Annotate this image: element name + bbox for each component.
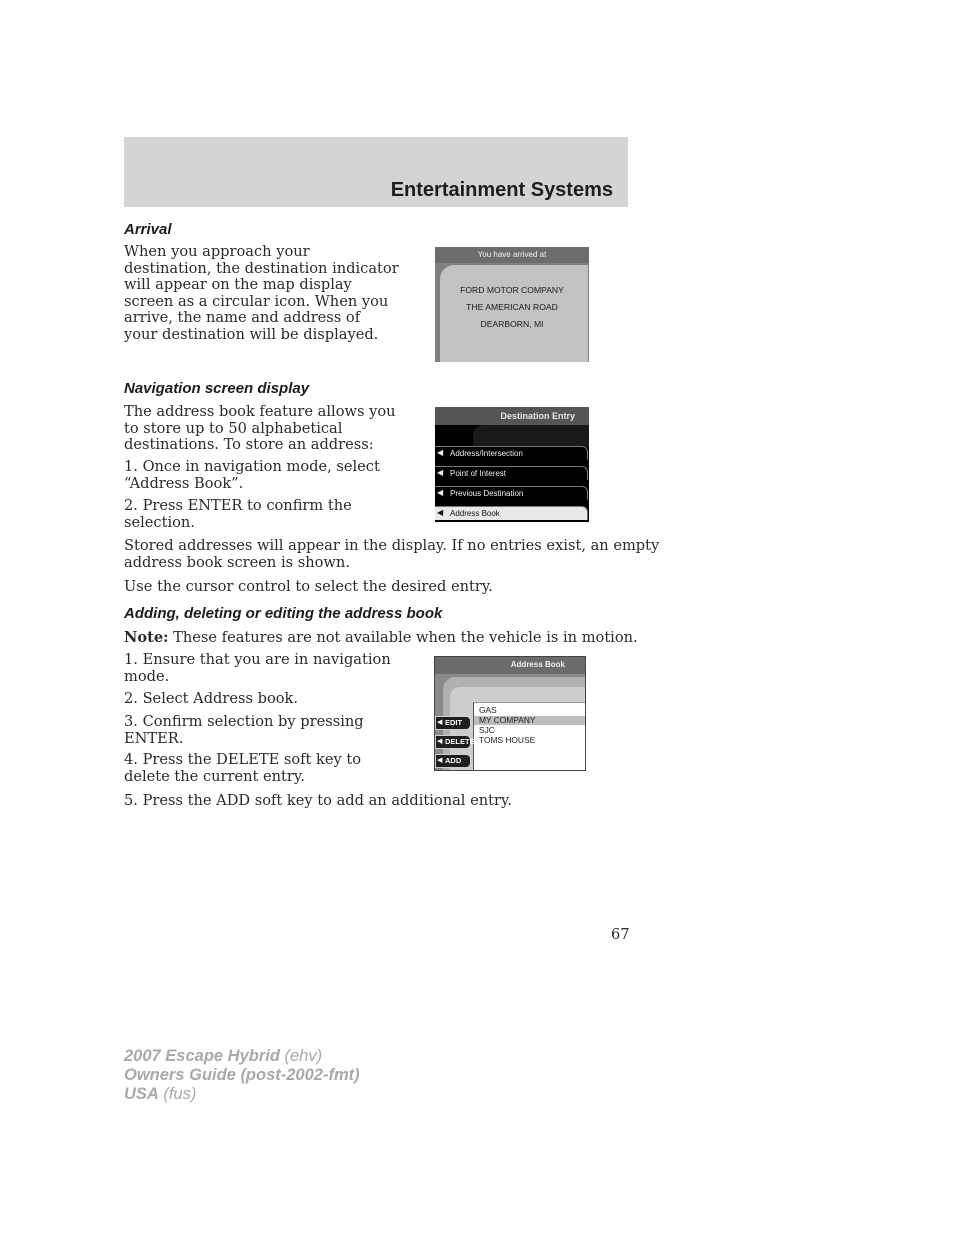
- navigation-step-2: [124, 498, 352, 531]
- menu-item-address-intersection[interactable]: [435, 446, 588, 460]
- menu-item-previous-destination[interactable]: [435, 486, 588, 500]
- soft-key-label: EDIT: [445, 718, 463, 727]
- address-entry-selected[interactable]: [474, 716, 586, 725]
- text-line: The address book feature allows you: [124, 403, 396, 420]
- destination-city: DEARBORN, MI: [480, 319, 544, 329]
- screen-title-bar: [435, 407, 589, 425]
- footer-line-1: [124, 1047, 360, 1066]
- text-line: delete the current entry.: [124, 767, 305, 785]
- text-line: mode.: [124, 667, 170, 685]
- menu-item-label: Previous Destination: [450, 489, 524, 498]
- text-line: 2. Press ENTER to confirm the: [124, 497, 352, 514]
- left-arrow-icon: ◀: [437, 737, 443, 745]
- delete-soft-key[interactable]: [435, 735, 475, 749]
- address-entry-label: GAS: [479, 705, 497, 715]
- address-list: [473, 702, 586, 771]
- text-line: 1. Ensure that you are in navigation: [124, 651, 391, 668]
- address-entry[interactable]: [474, 736, 586, 745]
- adding-step-1: [124, 652, 391, 685]
- navigation-step-1: [124, 459, 380, 492]
- footer-line-3: [124, 1085, 360, 1104]
- text-line: screen as a circular icon. When you: [124, 292, 389, 310]
- adding-step-5: 5. Press the ADD soft key to add an additional entry.: [124, 792, 512, 809]
- text-line: address book screen is shown.: [124, 553, 350, 571]
- destination-entry-screen: [435, 407, 589, 522]
- menu-item-address-book[interactable]: [435, 506, 588, 520]
- address-entry[interactable]: [474, 726, 586, 735]
- model-code: (ehv): [279, 1047, 323, 1065]
- note-text: [124, 630, 638, 647]
- navigation-heading: Navigation screen display: [124, 380, 310, 397]
- page-number: 67: [611, 926, 630, 943]
- menu-item-label: Address/Intersection: [450, 449, 523, 458]
- left-arrow-icon: ◀: [437, 488, 444, 497]
- text-line: destinations. To store an address:: [124, 436, 374, 453]
- arrival-body: [124, 244, 399, 343]
- adding-step-4: [124, 752, 361, 785]
- left-arrow-icon: ◀: [437, 508, 444, 517]
- market-name: USA: [124, 1085, 159, 1103]
- guide-name: Owners Guide (post-2002-fmt): [124, 1066, 360, 1084]
- adding-step-3: [124, 714, 364, 747]
- text-line: 3. Confirm selection by pressing: [124, 713, 364, 730]
- screen-title: Destination Entry: [500, 411, 575, 421]
- screen-title: Address Book: [510, 660, 565, 669]
- text-line: arrive, the name and address of: [124, 309, 361, 326]
- stored-addresses-text: [124, 538, 659, 571]
- text-line: selection.: [124, 513, 195, 531]
- screen-panel: [440, 265, 588, 362]
- add-soft-key[interactable]: [435, 754, 471, 768]
- adding-heading: Adding, deleting or editing the address book: [124, 605, 443, 622]
- navigation-intro: [124, 404, 396, 454]
- text-line: “Address Book”.: [124, 474, 244, 492]
- arrival-heading: Arrival: [124, 221, 172, 238]
- text-line: When you approach your: [124, 243, 310, 260]
- left-arrow-icon: ◀: [437, 448, 444, 457]
- model-name: 2007 Escape Hybrid: [124, 1047, 280, 1065]
- text-line: 1. Once in navigation mode, select: [124, 458, 380, 475]
- address-entry[interactable]: [474, 706, 586, 715]
- screen-title-bar: [435, 657, 585, 674]
- left-arrow-icon: ◀: [437, 718, 443, 726]
- note-label: Note:: [124, 629, 169, 646]
- text-line: destination, the destination indicator: [124, 259, 399, 277]
- destination-name: FORD MOTOR COMPANY: [460, 285, 564, 295]
- market-code: (fus): [158, 1085, 197, 1103]
- text-line: will appear on the map display: [124, 276, 352, 293]
- text-line: your destination will be displayed.: [124, 325, 379, 343]
- text-line: ENTER.: [124, 729, 184, 747]
- edit-soft-key[interactable]: [435, 716, 471, 730]
- text-line: to store up to 50 alphabetical: [124, 419, 343, 437]
- document-footer: [124, 1047, 360, 1104]
- address-entry-label: TOMS HOUSE: [479, 735, 536, 745]
- arrival-screen: [435, 247, 589, 362]
- section-header: [124, 137, 628, 207]
- note-body: These features are not available when the vehicle is in motion.: [168, 629, 638, 646]
- address-entry-label: MY COMPANY: [479, 715, 536, 725]
- address-entry-label: SJC: [479, 725, 495, 735]
- menu-item-point-of-interest[interactable]: [435, 466, 588, 480]
- screen-title: You have arrived at: [477, 250, 547, 259]
- section-title: Entertainment Systems: [390, 179, 613, 201]
- screen-panel: [473, 425, 589, 447]
- adding-step-2: 2. Select Address book.: [124, 690, 299, 707]
- soft-key-label: DELETE: [445, 737, 475, 746]
- soft-key-label: ADD: [445, 756, 462, 765]
- menu-item-label: Address Book: [450, 509, 500, 518]
- address-book-screen: [434, 656, 586, 771]
- text-line: 4. Press the DELETE soft key to: [124, 751, 362, 768]
- menu-item-label: Point of Interest: [450, 469, 507, 478]
- destination-street: THE AMERICAN ROAD: [466, 302, 558, 312]
- text-line: Stored addresses will appear in the display. If no entries exist, an empty: [124, 537, 660, 554]
- left-arrow-icon: ◀: [437, 756, 443, 764]
- left-arrow-icon: ◀: [437, 468, 444, 477]
- footer-line-2: [124, 1066, 360, 1085]
- cursor-text: Use the cursor control to select the desired entry.: [124, 578, 493, 595]
